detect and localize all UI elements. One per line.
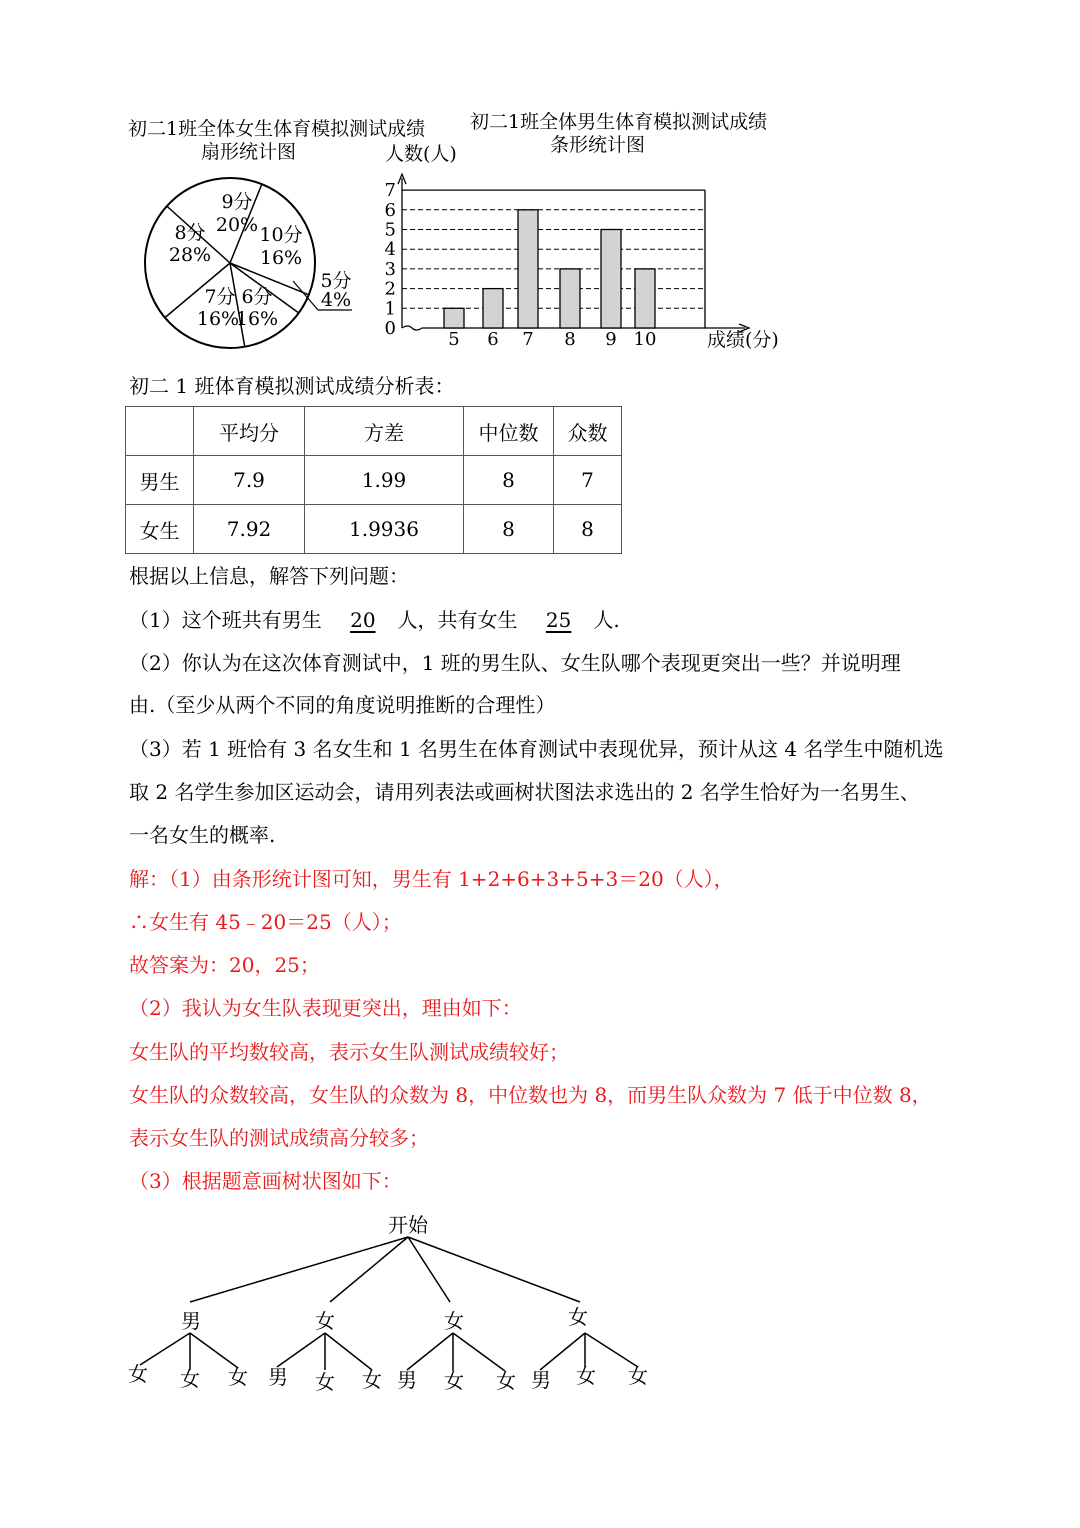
table-header-row <box>126 407 622 456</box>
pie-pct-9: 20% <box>215 214 259 236</box>
pie-label-9: 9分 <box>221 191 253 213</box>
pie-pct-5: 4% <box>320 289 352 311</box>
table-cell: 男生 <box>126 456 194 505</box>
pie-chart <box>140 175 370 355</box>
question-3-line2: 取 2 名学生参加区运动会，请用列表法或画树状图法求选出的 2 名学生恰好为一名男生、 <box>129 780 920 804</box>
table-row <box>126 505 622 554</box>
tree-node-l2: 女 <box>496 1369 516 1393</box>
stats-table <box>125 406 622 554</box>
pie-pct-8: 28% <box>168 244 212 266</box>
pie-label-6: 6分 <box>241 286 273 308</box>
table-header: 方差 <box>305 407 464 456</box>
table-cell: 7.92 <box>194 505 305 554</box>
q1-blank-boys: 20 <box>350 608 376 632</box>
bar-ytick-label: 2 <box>384 278 396 300</box>
bar-xtick-label: 8 <box>564 329 576 350</box>
bar-ytick-label: 3 <box>384 258 396 280</box>
table-row <box>126 456 622 505</box>
pie-pct-7: 16% <box>196 308 240 330</box>
bar-xtick-label: 5 <box>448 329 460 350</box>
pie-title: 初二1班全体女生体育模拟测试成绩 <box>128 118 426 140</box>
tree-node-l2: 男 <box>531 1368 551 1392</box>
table-cell: 8 <box>554 505 622 554</box>
solution-line-4: （2）我认为女生队表现更突出，理由如下： <box>129 996 522 1020</box>
tree-node-l1: 女 <box>444 1309 464 1333</box>
tree-node-l2: 女 <box>180 1367 200 1391</box>
pie-pct-6: 16% <box>235 308 279 330</box>
tree-node-l2: 女 <box>128 1362 148 1386</box>
tree-edges <box>140 1237 638 1371</box>
q1-text-b: 人，共有女生 <box>397 608 518 632</box>
bar-6 <box>483 289 503 328</box>
solution-line-3: 故答案为：20，25； <box>129 953 320 977</box>
pie-label-10: 10分 <box>259 224 303 246</box>
table-header: 平均分 <box>194 407 305 456</box>
pie-label-7: 7分 <box>204 286 236 308</box>
bar-8 <box>560 269 580 328</box>
question-2-line1: （2）你认为在这次体育测试中，1 班的男生队、女生队哪个表现更突出一些？并说明理 <box>129 651 901 675</box>
table-cell: 7 <box>554 456 622 505</box>
question-intro: 根据以上信息，解答下列问题： <box>129 564 409 588</box>
bar-5 <box>444 308 464 328</box>
question-3-line1: （3）若 1 班恰有 3 名女生和 1 名男生在体育测试中表现优异，预计从这 4 名学生中随机选 <box>129 737 944 761</box>
q1-blank-girls: 25 <box>545 608 572 632</box>
tree-node-l2: 男 <box>268 1365 288 1389</box>
table-header: 中位数 <box>464 407 554 456</box>
bar-subtitle: 条形统计图 <box>550 134 646 156</box>
table-cell: 8 <box>464 505 554 554</box>
tree-node-l2: 女 <box>628 1364 648 1388</box>
solution-line-2: ∴女生有 45﹣20＝25（人）； <box>129 910 402 934</box>
bar-title: 初二1班全体男生体育模拟测试成绩 <box>470 111 768 133</box>
bar-ytick-label: 5 <box>384 219 396 241</box>
table-header: 众数 <box>554 407 622 456</box>
table-caption: 初二 1 班体育模拟测试成绩分析表： <box>129 374 455 398</box>
bar-xtick-label: 10 <box>633 329 657 350</box>
solution-line-8: （3）根据题意画树状图如下： <box>129 1169 402 1193</box>
bar-10 <box>635 269 655 328</box>
pie-subtitle: 扇形统计图 <box>201 141 297 163</box>
bar-7 <box>518 210 538 328</box>
table-cell: 8 <box>464 456 554 505</box>
bar-xlabel: 成绩(分) <box>707 329 779 351</box>
q1-text-c: 人. <box>593 608 620 632</box>
tree-node-l1: 男 <box>181 1309 201 1333</box>
bar-ytick-label: 7 <box>384 180 396 202</box>
tree-node-l2: 女 <box>228 1365 248 1389</box>
table-cell: 女生 <box>126 505 194 554</box>
solution-line-1: 解：（1）由条形统计图可知，男生有 1+2+6+3+5+3＝20（人）， <box>129 867 734 891</box>
q1-text-a: （1）这个班共有男生 <box>129 608 322 632</box>
pie-label-8: 8分 <box>174 222 206 244</box>
tree-node-l2: 女 <box>362 1368 382 1392</box>
bar-xtick-label: 7 <box>522 329 534 350</box>
bar-ytick-label: 4 <box>384 239 396 261</box>
solution-line-5: 女生队的平均数较高，表示女生队测试成绩较好； <box>129 1040 569 1064</box>
table-cell: 7.9 <box>194 456 305 505</box>
tree-node-l2: 女 <box>444 1369 464 1393</box>
table-cell: 1.99 <box>305 456 464 505</box>
bar-xtick-label: 6 <box>487 329 499 350</box>
tree-root: 开始 <box>388 1213 428 1237</box>
question-2-line2: 由.（至少从两个不同的角度说明推断的合理性） <box>129 693 556 717</box>
solution-line-6: 女生队的众数较高，女生队的众数为 8，中位数也为 8，而男生队众数为 7 低于中位数 8， <box>129 1083 932 1107</box>
pie-label-5: 5分 <box>320 270 352 292</box>
bar-chart <box>360 140 810 355</box>
question-1 <box>129 610 620 630</box>
bar-ytick-label: 0 <box>384 318 396 339</box>
tree-node-l2: 女 <box>315 1370 335 1394</box>
bar-ytick-label: 6 <box>384 199 396 221</box>
bar-ylabel: 人数(人) <box>385 143 457 165</box>
question-3-line3: 一名女生的概率. <box>129 823 276 847</box>
tree-diagram <box>120 1205 680 1405</box>
table-cell: 1.9936 <box>305 505 464 554</box>
bar-ytick-label: 1 <box>384 298 396 320</box>
bar-9 <box>601 230 621 329</box>
solution-line-7: 表示女生队的测试成绩高分较多； <box>129 1126 429 1150</box>
tree-node-l1: 女 <box>315 1309 335 1333</box>
tree-node-l2: 男 <box>397 1368 417 1392</box>
tree-node-l1: 女 <box>568 1305 588 1329</box>
table-cell <box>126 407 194 456</box>
tree-node-l2: 女 <box>576 1364 596 1388</box>
pie-pct-10: 16% <box>259 247 303 269</box>
bar-xtick-label: 9 <box>605 329 617 350</box>
